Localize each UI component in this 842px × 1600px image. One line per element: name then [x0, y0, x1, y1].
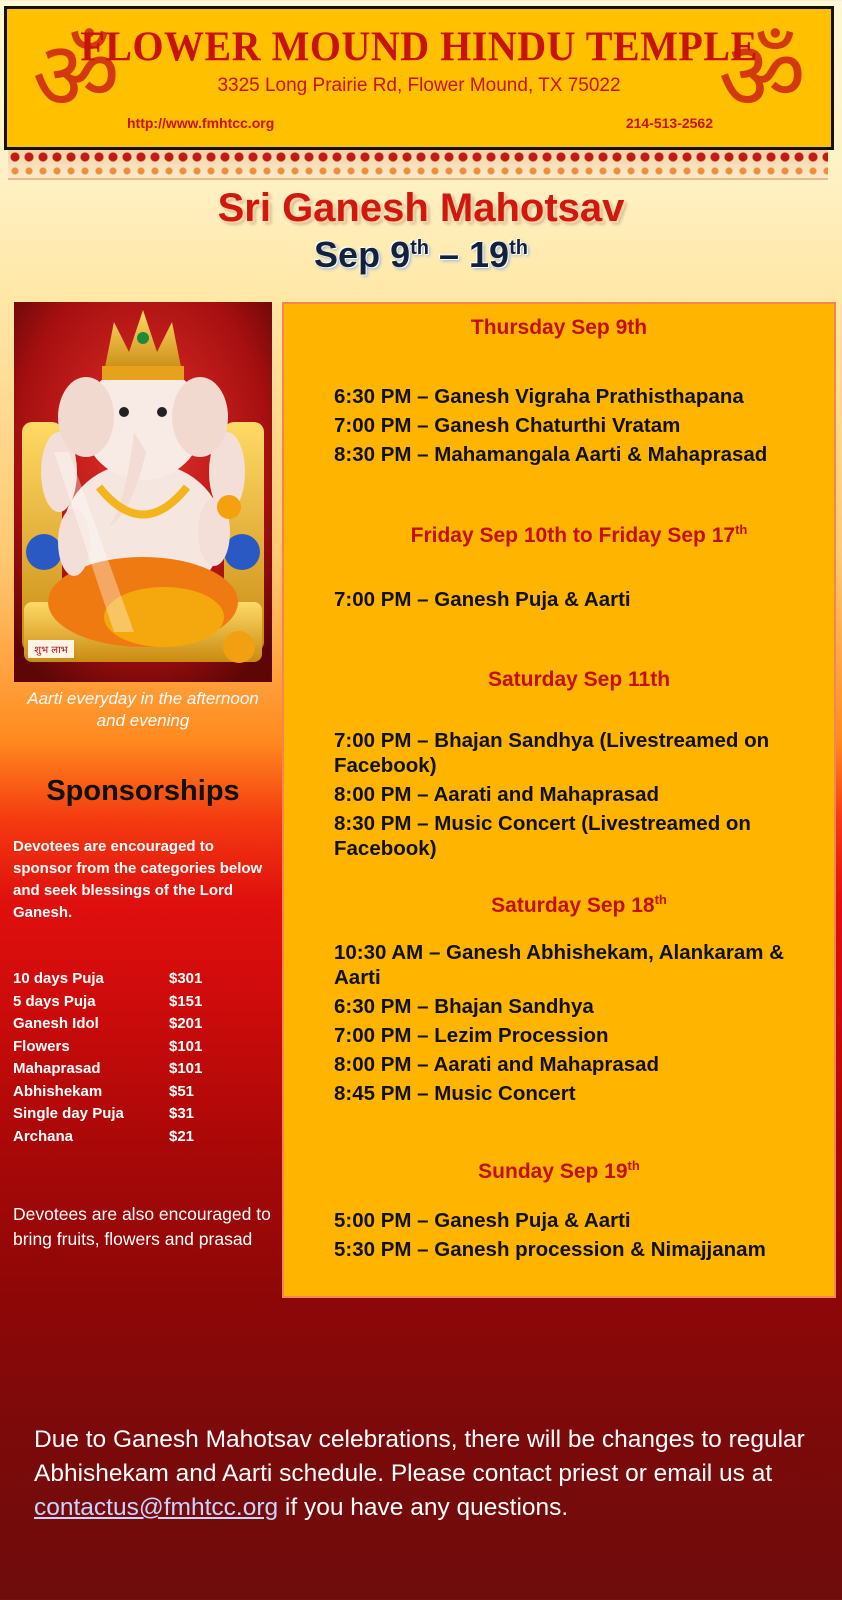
- schedule-item: 8:00 PM – Aarati and Mahaprasad: [334, 783, 660, 806]
- om-symbol-icon: ॐ: [32, 20, 120, 132]
- day-heading: [304, 892, 842, 918]
- sponsorship-row: [13, 970, 233, 993]
- schedule-item: 10:30 AM – Ganesh Abhishekam, Alankaram & Aarti: [334, 941, 785, 989]
- schedule-item: 5:30 PM – Ganesh procession & Nimajjanam: [334, 1238, 766, 1261]
- schedule-item: 8:00 PM – Aarati and Mahaprasad: [334, 1053, 660, 1076]
- date-separator: –: [428, 234, 470, 275]
- schedule-change-note: [34, 1423, 814, 1525]
- schedule-item: 7:00 PM – Ganesh Puja & Aarti: [334, 588, 631, 611]
- schedule-item: 6:30 PM – Ganesh Vigraha Prathisthapana: [334, 385, 744, 408]
- sponsorship-name: 5 days Puja: [13, 992, 96, 1010]
- schedule-item: 6:30 PM – Bhajan Sandhya: [334, 995, 594, 1018]
- sponsorship-amount: $51: [169, 1082, 195, 1100]
- sponsorship-row: [13, 1083, 233, 1106]
- sponsorship-amount: $101: [169, 1060, 203, 1077]
- sponsorship-row: [13, 1015, 233, 1038]
- temple-header: [4, 6, 834, 150]
- sponsorships-intro: Devotees are encouraged to sponsor from the categories below and seek blessings of the Lord Ganesh.: [13, 838, 263, 921]
- sponsorship-name: Single day Puja: [13, 1105, 124, 1122]
- ganesh-illustration: [14, 302, 272, 682]
- aarti-note: Aarti everyday in the afternoon and evening: [27, 689, 259, 730]
- sponsorship-amount: $201: [169, 1015, 203, 1032]
- schedule-item: 7:00 PM – Lezim Procession: [334, 1024, 609, 1047]
- date-end-suffix: th: [509, 237, 528, 259]
- schedule-item: 8:45 PM – Music Concert: [334, 1082, 576, 1105]
- day-title-suffix: th: [735, 522, 748, 537]
- sponsorships-title: Sponsorships: [46, 775, 240, 807]
- schedule-panel: [282, 302, 836, 1298]
- sponsorship-list: [13, 970, 233, 1150]
- day-heading: [304, 666, 842, 692]
- sponsorship-row: [13, 1105, 233, 1128]
- date-start-suffix: th: [410, 237, 429, 259]
- day-title: Saturday Sep 18: [491, 894, 655, 917]
- temple-name: FLOWER MOUND HINDU TEMPLE: [80, 22, 758, 71]
- sponsorship-row: [13, 993, 233, 1016]
- sponsorship-row: [13, 1060, 233, 1083]
- sponsorship-amount: $21: [169, 1127, 195, 1145]
- day-heading: [284, 314, 834, 340]
- day-title: Thursday Sep 9th: [470, 316, 648, 339]
- schedule-item: 8:30 PM – Mahamangala Aarti & Mahaprasad: [334, 443, 768, 466]
- event-dates: [0, 234, 842, 276]
- sponsorship-name: Flowers: [13, 1037, 70, 1055]
- sponsorship-name: Mahaprasad: [13, 1060, 101, 1077]
- sponsorship-row: [13, 1038, 233, 1061]
- sponsorship-name: Abhishekam: [13, 1082, 103, 1100]
- date-end: 19: [469, 234, 510, 275]
- sponsorship-amount: $101: [169, 1037, 203, 1055]
- sponsorship-amount: $301: [169, 970, 203, 987]
- day-title-suffix: th: [654, 892, 667, 907]
- contact-email-link[interactable]: contactus@fmhtcc.org: [34, 1494, 279, 1521]
- note-text-end: if you have any questions.: [278, 1494, 569, 1521]
- phone-number: 214-513-2562: [625, 115, 713, 131]
- schedule-item: 7:00 PM – Bhajan Sandhya (Livestreamed on Facebook): [334, 729, 770, 777]
- day-title-suffix: th: [627, 1158, 640, 1173]
- schedule-item: 8:30 PM – Music Concert (Livestreamed on Facebook): [334, 812, 751, 860]
- day-heading: [304, 522, 842, 548]
- day-title: Saturday Sep 11th: [487, 668, 671, 691]
- day-heading: [284, 1158, 834, 1184]
- sponsorship-name: Archana: [13, 1127, 74, 1145]
- bring-offerings-note: Devotees are also encouraged to bring fruits, flowers and prasad: [13, 1204, 271, 1249]
- decorative-border: [8, 150, 828, 180]
- sponsorship-name: Ganesh Idol: [13, 1015, 99, 1032]
- date-start: Sep 9: [314, 234, 411, 275]
- note-text: Due to Ganesh Mahotsav celebrations, there will be changes to regular Abhishekam and Aarti schedule. Please contact priest or email us at: [34, 1426, 805, 1487]
- deity-image-caption: शुभ लाभ: [34, 645, 68, 656]
- sponsorship-amount: $31: [169, 1105, 195, 1122]
- temple-address: 3325 Long Prairie Rd, Flower Mound, TX 75022: [217, 75, 621, 96]
- ganesh-image: [14, 302, 272, 682]
- sponsorship-amount: $151: [169, 992, 203, 1010]
- day-title: Sunday Sep 19: [478, 1160, 628, 1183]
- sponsorship-name: 10 days Puja: [13, 970, 104, 987]
- schedule-item: 5:00 PM – Ganesh Puja & Aarti: [334, 1209, 631, 1232]
- website-link[interactable]: http://www.fmhtcc.org: [127, 115, 275, 131]
- event-title: Sri Ganesh Mahotsav: [217, 186, 625, 230]
- sponsorship-row: [13, 1128, 233, 1151]
- om-symbol-icon: ॐ: [718, 20, 806, 132]
- schedule-item: 7:00 PM – Ganesh Chaturthi Vratam: [334, 414, 681, 437]
- day-title: Friday Sep 10th to Friday Sep 17: [410, 524, 736, 547]
